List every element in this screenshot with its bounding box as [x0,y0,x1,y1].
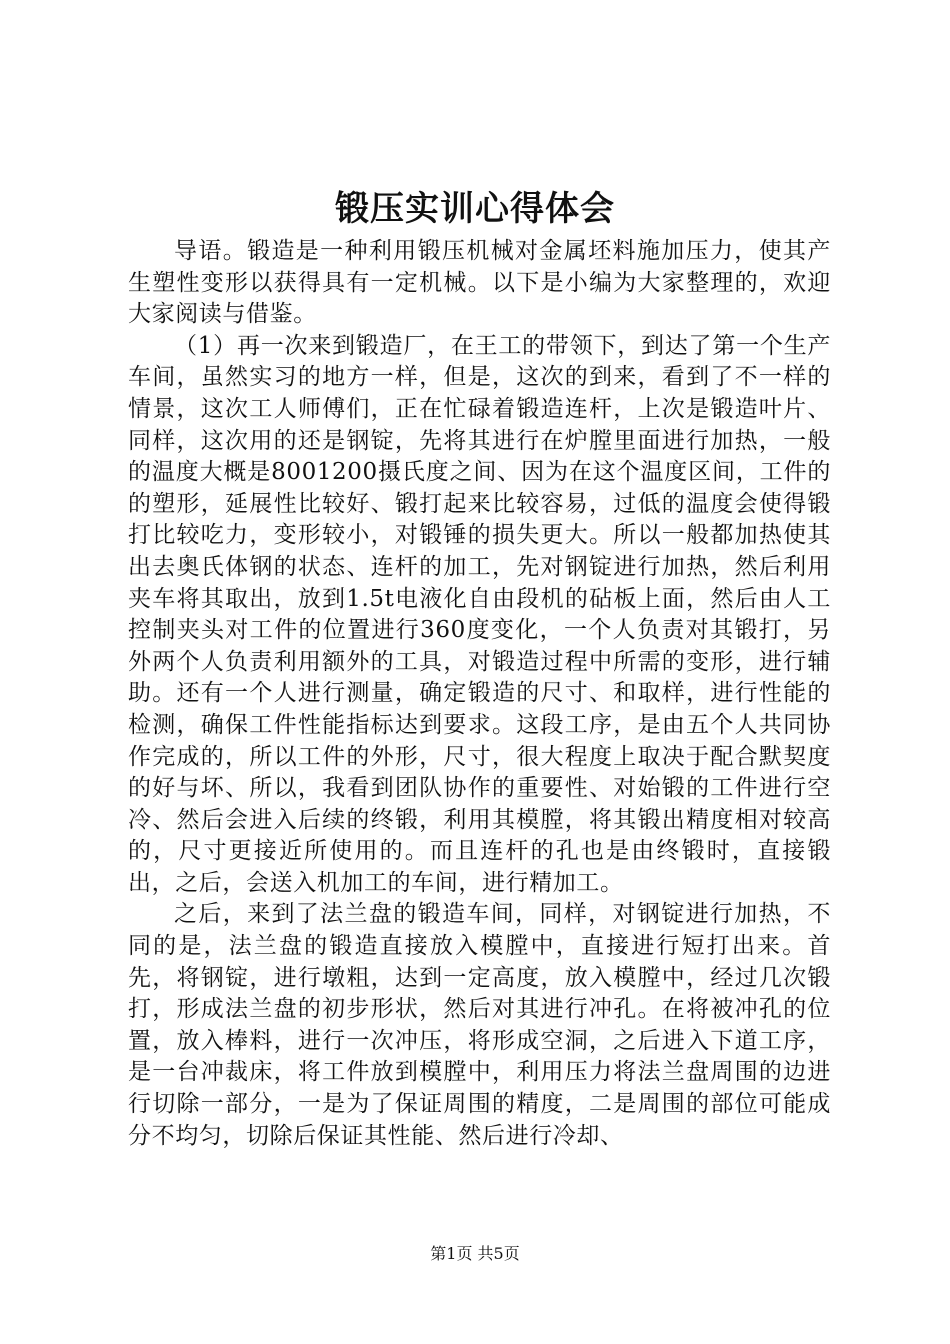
paragraph-intro: 导语。锻造是一种利用锻压机械对金属坯料施加压力，使其产生塑性变形以获得具有一定机械。以下是小编为大家整理的，欢迎大家阅读与借鉴。 [128,238,831,328]
page-footer: 第1页 共5页 [430,1244,520,1263]
paragraph-connecting-rod: （1）再一次来到锻造厂，在王工的带领下，到达了第一个生产车间，虽然实习的地方一样，但是，这次的到来，看到了不一样的情景，这次工人师傅们，正在忙碌着锻造连杆，上次是锻造叶片、同样，这次用的还是钢锭，先将其进行在炉膛里面进行加热，一般的温度大概是8001200摄氏度之间、因为在这个温度区间，工件的的塑形，延展性比较好、锻打起来比较容易，过低的温度会使得锻打比较吃力，变形较小，对锻锤的损失更大。所以一般都加热使其出去奥氏体钢的状态、连杆的加工，先对钢锭进行加热，然后利用夹车将其取出，放到1.5t电液化自由段机的砧板上面，然后由人工控制夹头对工件的位置进行360度变化，一个人负责对其锻打，另外两个人负责利用额外的工具，对锻造过程中所需的变形，进行辅助。还有一个人进行测量，确定锻造的尺寸、和取样，进行性能的检测，确保工件性能指标达到要求。这段工序，是由五个人共同协作完成的，所以工件的外形，尺寸，很大程度上取决于配合默契度的好与坏、所以，我看到团队协作的重要性、对始锻的工件进行空冷、然后会进入后续的终锻，利用其模膛，将其锻出精度相对较高的，尺寸更接近所使用的。而且连杆的孔也是由终锻时，直接锻出，之后，会送入机加工的车间，进行精加工。 [128,332,831,896]
paragraph-flange: 之后，来到了法兰盘的锻造车间，同样，对钢锭进行加热，不同的是，法兰盘的锻造直接放入模膛中，直接进行短打出来。首先，将钢锭，进行墩粗，达到一定高度，放入模膛中，经过几次锻打，形成法兰盘的初步形状，然后对其进行冲孔。在将被冲孔的位置，放入棒料，进行一次冲压，将形成空洞，之后进入下道工序，是一台冲裁床，将工件放到模膛中，利用压力将法兰盘周围的边进行切除一部分，一是为了保证周围的精度，二是周围的部位可能成分不均匀，切除后保证其性能、然后进行冷却、 [128,901,831,1149]
document-title: 锻压实训心得体会 [335,189,615,229]
document-body [128,236,831,1152]
